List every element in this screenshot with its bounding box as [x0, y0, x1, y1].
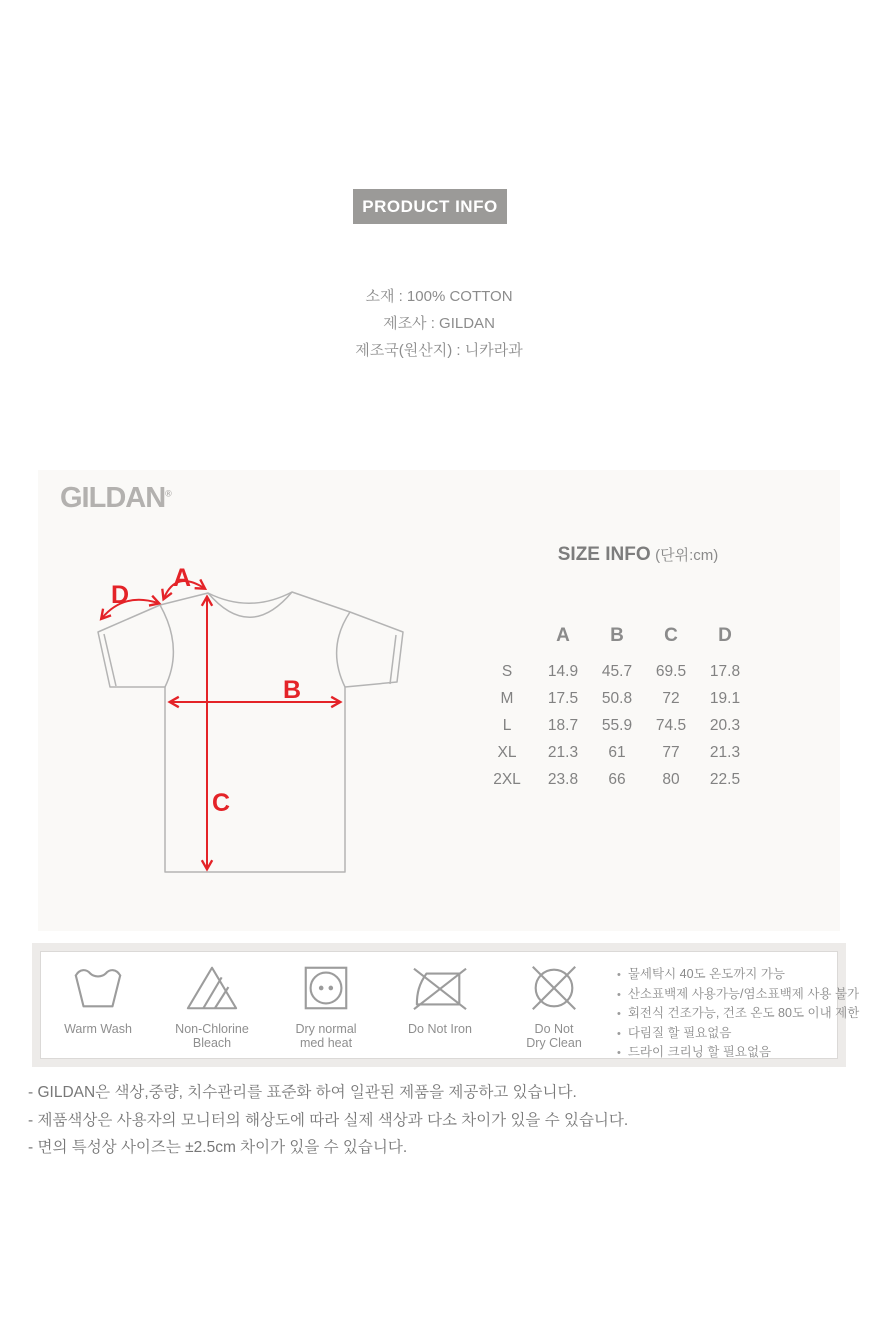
size-2xl: 2XL [493, 770, 521, 788]
table-row [478, 658, 752, 685]
tshirt-measurement-diagram [60, 550, 430, 890]
product-info-title: PRODUCT INFO [353, 189, 507, 224]
cell: 17.8 [709, 662, 741, 680]
size-l: L [502, 716, 512, 734]
cell: 23.8 [547, 770, 579, 788]
footer-note: - GILDAN은 색상,중량, 치수관리를 표준화 하여 일관된 제품을 제공하고 있습니다. [28, 1084, 577, 1101]
care-instructions-section [32, 943, 860, 1067]
cell: 66 [608, 770, 626, 788]
care-label: Do Not Dry Clean [526, 1022, 582, 1050]
manufacturer-line: 제조사 : GILDAN [383, 315, 495, 332]
product-details [0, 283, 878, 364]
col-a: A [556, 625, 570, 646]
gildan-logo: GILDAN® [60, 482, 172, 514]
table-row [478, 712, 752, 739]
care-note: • 드라이 크리닝 할 필요없음 [617, 1043, 859, 1063]
care-item-non-chlorine-bleach [155, 961, 269, 1050]
cell: 80 [662, 770, 680, 788]
care-label: Warm Wash [64, 1022, 132, 1036]
origin-line: 제조국(원산지) : 니카라과 [355, 342, 523, 359]
table-row [478, 685, 752, 712]
table-row [478, 766, 752, 793]
care-item-do-not-iron [383, 961, 497, 1037]
cell: 22.5 [709, 770, 741, 788]
care-item-tumble-dry [269, 961, 383, 1050]
care-notes-list [617, 965, 859, 1063]
non-chlorine-bleach-icon [183, 961, 241, 1015]
care-item-do-not-dry-clean [497, 961, 611, 1050]
col-b: B [610, 625, 624, 646]
cell: 45.7 [601, 662, 633, 680]
size-info-section [38, 470, 840, 931]
cell: 77 [662, 743, 680, 761]
label-b: B [282, 676, 302, 704]
care-instructions-box [40, 951, 860, 1060]
cell: 55.9 [601, 716, 633, 734]
care-item-warm-wash [41, 961, 155, 1037]
care-note: • 물세탁시 40도 온도까지 가능 [617, 965, 859, 985]
measurement-arrows [102, 581, 339, 868]
col-c: C [664, 625, 678, 646]
cell: 50.8 [601, 689, 633, 707]
col-d: D [718, 625, 732, 646]
registered-mark: ® [165, 488, 172, 499]
size-m: M [500, 689, 514, 707]
cell: 61 [608, 743, 626, 761]
cell: 21.3 [709, 743, 741, 761]
cell: 20.3 [709, 716, 741, 734]
cell: 21.3 [547, 743, 579, 761]
cell: 74.5 [655, 716, 687, 734]
footer-notes [28, 1079, 858, 1162]
care-label: Non-Chlorine Bleach [175, 1022, 249, 1050]
do-not-dry-clean-icon [525, 961, 583, 1015]
material-line: 소재 : 100% COTTON [365, 288, 513, 305]
label-c: C [211, 789, 231, 817]
label-d: D [110, 581, 130, 609]
care-note: • 회전식 건조가능, 건조 온도 80도 이내 제한 [617, 1004, 859, 1024]
warm-wash-icon [69, 961, 127, 1015]
size-s: S [501, 662, 513, 680]
tshirt-outline [98, 592, 403, 872]
tumble-dry-icon [297, 961, 355, 1015]
size-xl: XL [497, 743, 517, 761]
cell: 17.5 [547, 689, 579, 707]
cell: 18.7 [547, 716, 579, 734]
size-table-header-row [478, 614, 752, 658]
cell: 69.5 [655, 662, 687, 680]
cell: 19.1 [709, 689, 741, 707]
care-label: Dry normal med heat [295, 1022, 357, 1050]
cell: 14.9 [547, 662, 579, 680]
size-table [478, 614, 752, 793]
care-note: • 산소표백제 사용가능/염소표백제 사용 불가 [617, 985, 859, 1005]
cell: 72 [662, 689, 680, 707]
care-label: Do Not Iron [408, 1022, 472, 1036]
care-note: • 다림질 할 필요없음 [617, 1024, 859, 1044]
table-row [478, 739, 752, 766]
size-info-label: SIZE INFO [557, 544, 651, 565]
size-info-heading [508, 544, 768, 566]
size-unit-label: (단위:cm) [655, 547, 719, 564]
label-a: A [172, 564, 192, 592]
footer-note: - 면의 특성상 사이즈는 ±2.5cm 차이가 있을 수 있습니다. [28, 1139, 408, 1156]
do-not-iron-icon [411, 961, 469, 1015]
footer-note: - 제품색상은 사용자의 모니터의 해상도에 따라 실제 색상과 다소 차이가 있을 수 있습니다. [28, 1111, 629, 1129]
